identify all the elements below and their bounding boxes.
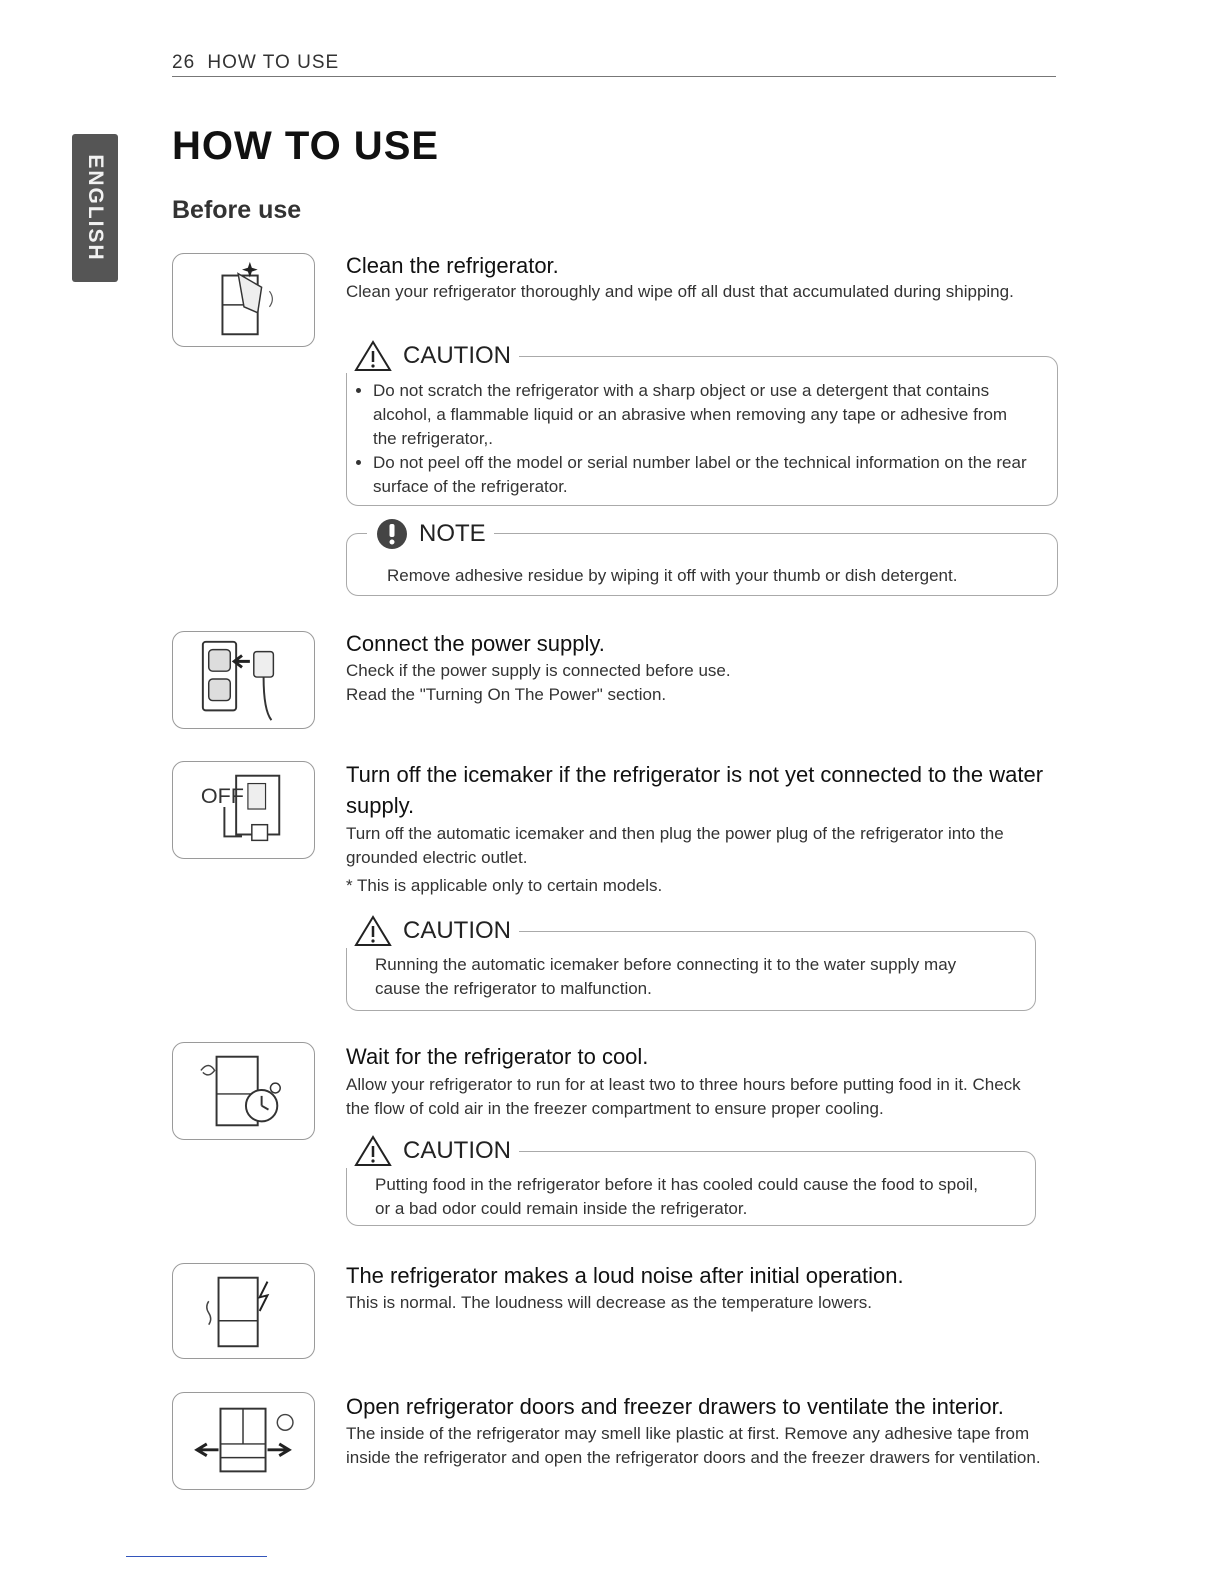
section-text-power: Read the "Turning On The Power" section.: [346, 685, 667, 704]
caution-bullet: • Do not peel off the model or serial number label or the technical information on the rear surface of the refrigerator.: [373, 451, 1035, 499]
language-tab-label: ENGLISH: [84, 154, 107, 262]
power-outlet-icon: [172, 631, 315, 729]
caution-header: [345, 1134, 519, 1168]
section-text-power: Check if the power supply is connected before use.: [346, 661, 731, 680]
section-heading-icemaker: Turn off the icemaker if the refrigerator is not yet connected to the water supply.: [346, 762, 1044, 818]
caution-text: Putting food in the refrigerator before it has cooled could cause the food to spoil, or a bad odor could remain inside the refrigerator.: [375, 1175, 978, 1218]
note-header: [367, 517, 494, 551]
caution-label: CAUTION: [403, 1137, 511, 1164]
section-heading-power: Connect the power supply.: [346, 631, 605, 656]
caution-label: CAUTION: [403, 917, 511, 944]
section-text-noise: This is normal. The loudness will decrease as the temperature lowers.: [346, 1293, 872, 1312]
note-label: NOTE: [419, 520, 486, 547]
note-text: Remove adhesive residue by wiping it off with your thumb or dish detergent.: [387, 566, 958, 585]
ventilate-icon: [172, 1392, 315, 1490]
section-text-icemaker: Turn off the automatic icemaker and then plug the power plug of the refrigerator into the grounded electric outlet.: [346, 824, 1004, 867]
section-heading-clean: Clean the refrigerator.: [346, 253, 559, 278]
warning-triangle-icon: [353, 914, 393, 948]
caution-bullet: • Do not scratch the refrigerator with a sharp object or use a detergent that contains alcohol, a flammable liquid or an abrasive when removing any tape or adhesive from the refrigerator,.: [373, 379, 1035, 451]
icemaker-icon: [172, 761, 315, 859]
note-exclamation-icon: [375, 517, 409, 551]
header-section: HOW TO USE: [207, 52, 340, 73]
caution-box-clean: [346, 342, 1058, 506]
page-number: 26: [172, 52, 196, 73]
section-text-ventilate: The inside of the refrigerator may smell like plastic at first. Remove any adhesive tape from inside the refrigerator and open the refrigerator doors and the freezer drawers for ventilation.: [346, 1424, 1041, 1467]
page-title: HOW TO USE: [172, 124, 440, 168]
caution-label: CAUTION: [403, 342, 511, 369]
note-box: [346, 520, 1058, 596]
section-subtitle: Before use: [172, 196, 302, 224]
noise-icon: [172, 1263, 315, 1359]
caution-text: Running the automatic icemaker before connecting it to the water supply may cause the refrigerator to malfunction.: [375, 955, 957, 998]
cooling-clock-icon: [172, 1042, 315, 1140]
section-heading-cool: Wait for the refrigerator to cool.: [346, 1044, 649, 1069]
language-tab: [72, 134, 118, 282]
section-text-cool: Allow your refrigerator to run for at least two to three hours before putting food in it. Check the flow of cold air in the freezer compartment to ensure proper cooling.: [346, 1075, 1021, 1118]
caution-box-icemaker: [346, 917, 1036, 1011]
section-footnote-icemaker: * This is applicable only to certain models.: [346, 876, 663, 895]
section-heading-ventilate: Open refrigerator doors and freezer drawers to ventilate the interior.: [346, 1394, 1004, 1419]
page-header: [172, 52, 1056, 77]
icemaker-off-text: OFF: [200, 783, 244, 809]
warning-triangle-icon: [353, 1134, 393, 1168]
caution-header: [345, 914, 519, 948]
section-text-clean: Clean your refrigerator thoroughly and wipe off all dust that accumulated during shipping.: [346, 282, 1014, 301]
clean-refrigerator-icon: [172, 253, 315, 347]
warning-triangle-icon: [353, 339, 393, 373]
caution-header: [345, 339, 519, 373]
footer-divider: [126, 1556, 267, 1557]
caution-box-cool: [346, 1137, 1036, 1226]
section-heading-noise: The refrigerator makes a loud noise after initial operation.: [346, 1263, 904, 1288]
